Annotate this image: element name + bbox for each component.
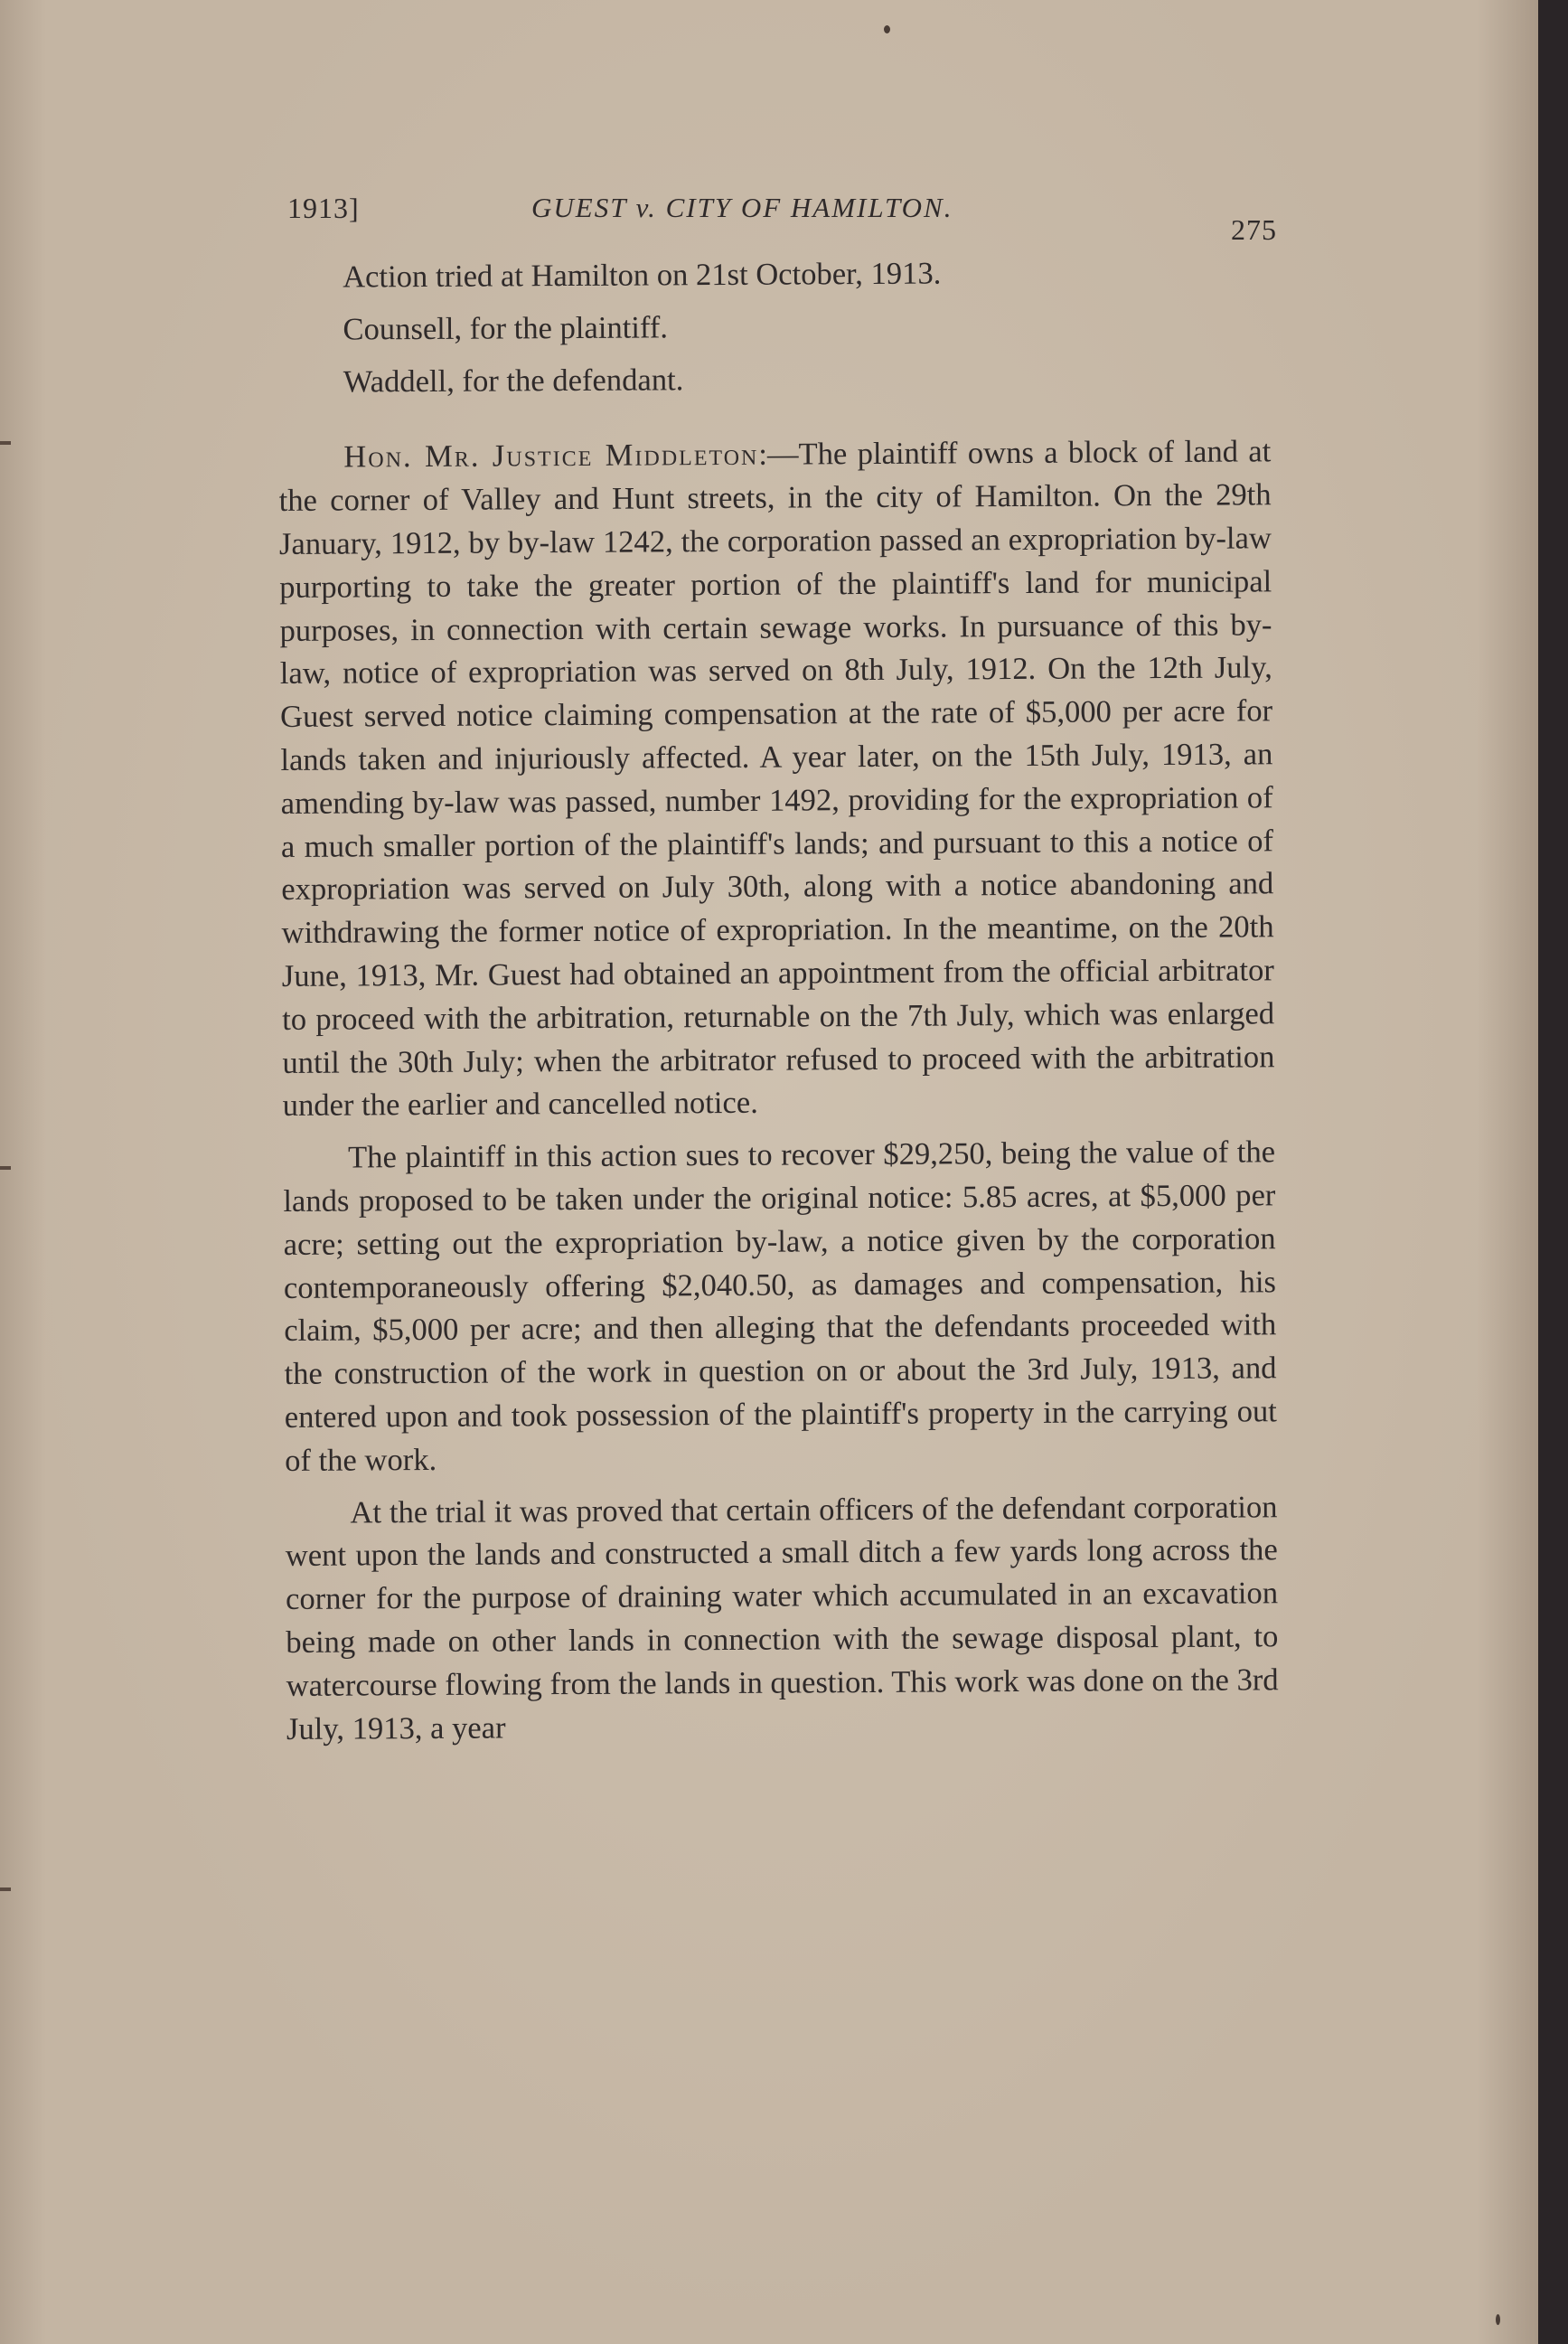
judgment-paragraph-2: The plaintiff in this action sues to recover $29,250, being the value of the lands proposed to be taken under the original notice: 5.85 acres, at $5,000 per acre; setting out the expropriation by-law, a notice given by the corporation contemporaneously offering $2,040.50, as damages and compensation, his claim, $5,000 per acre; and then alleging that the defendants proceeded with the construction of the work in question on or about the 3rd July, 1913, and entered upon and took possession of the plaintiff's property in the carrying out of the work.	[283, 1134, 1277, 1478]
counsel-plaintiff: Counsell, for the plaintiff.	[343, 310, 669, 347]
judge-name: Hon. Mr. Justice Middleton	[343, 438, 759, 475]
judgment-paragraph-3: At the trial it was proved that certain officers of the defendant corporation went upon the lands and constructed a small ditch a few yards long across the corner for the purpose of draining water which accumulated in an excavation being made on other lands in connection with the sewage disposal plant, to watercourse flowing from the lands in question. This work was done on the 3rd July, 1913, a year	[285, 1489, 1279, 1746]
binding-mark	[0, 441, 11, 445]
page-number: 275	[1231, 213, 1277, 246]
judgment-paragraph-1-text: :—The plaintiff owns a block of land at the corner of Valley and Hunt streets, in the city of Hamilton. On the 29th January, 1912, by by-law 1242, the corporation passed an expropriation by-law purporting to take the greater portion of the plaintiff's land for municipal purposes, in connection with certain sewage works. In pursuance of this by-law, notice of expropriation was served on 8th July, 1912. On the 12th July, Guest served notice claiming compensation at the rate of $5,000 per acre for lands taken and injuriously affected. A year later, on the 15th July, 1913, an amending by-law was passed, number 1492, providing for the expropriation of a much smaller portion of the plaintiff's lands; and pursuant to this a notice of expropriation was served on July 30th, along with a notice abandoning and withdrawing the former notice of expropriation. In the meantime, on the 20th June, 1913, Mr. Guest had obtained an appointment from the official arbitrator to proceed with the arbitration, returnable on the 7th July, which was enlarged until the 30th July; when the arbitrator refused to proceed with the arbitration under the earlier and cancelled notice.	[278, 434, 1275, 1124]
binding-mark	[0, 1166, 11, 1170]
page-speck	[884, 25, 890, 33]
page-speck	[1496, 2314, 1500, 2325]
trial-line: Action tried at Hamilton on 21st October, 1913.	[343, 256, 942, 295]
running-header	[287, 192, 1277, 246]
judgment-paragraph-1	[278, 431, 1275, 1128]
scan-background-edge	[1538, 0, 1568, 2344]
counsel-defendant: Waddell, for the defendant.	[343, 362, 684, 400]
header-year: 1913]	[287, 192, 360, 224]
binding-mark	[0, 1887, 11, 1891]
page-body	[277, 250, 1279, 1751]
header-title: GUEST v. CITY OF HAMILTON.	[531, 192, 953, 223]
